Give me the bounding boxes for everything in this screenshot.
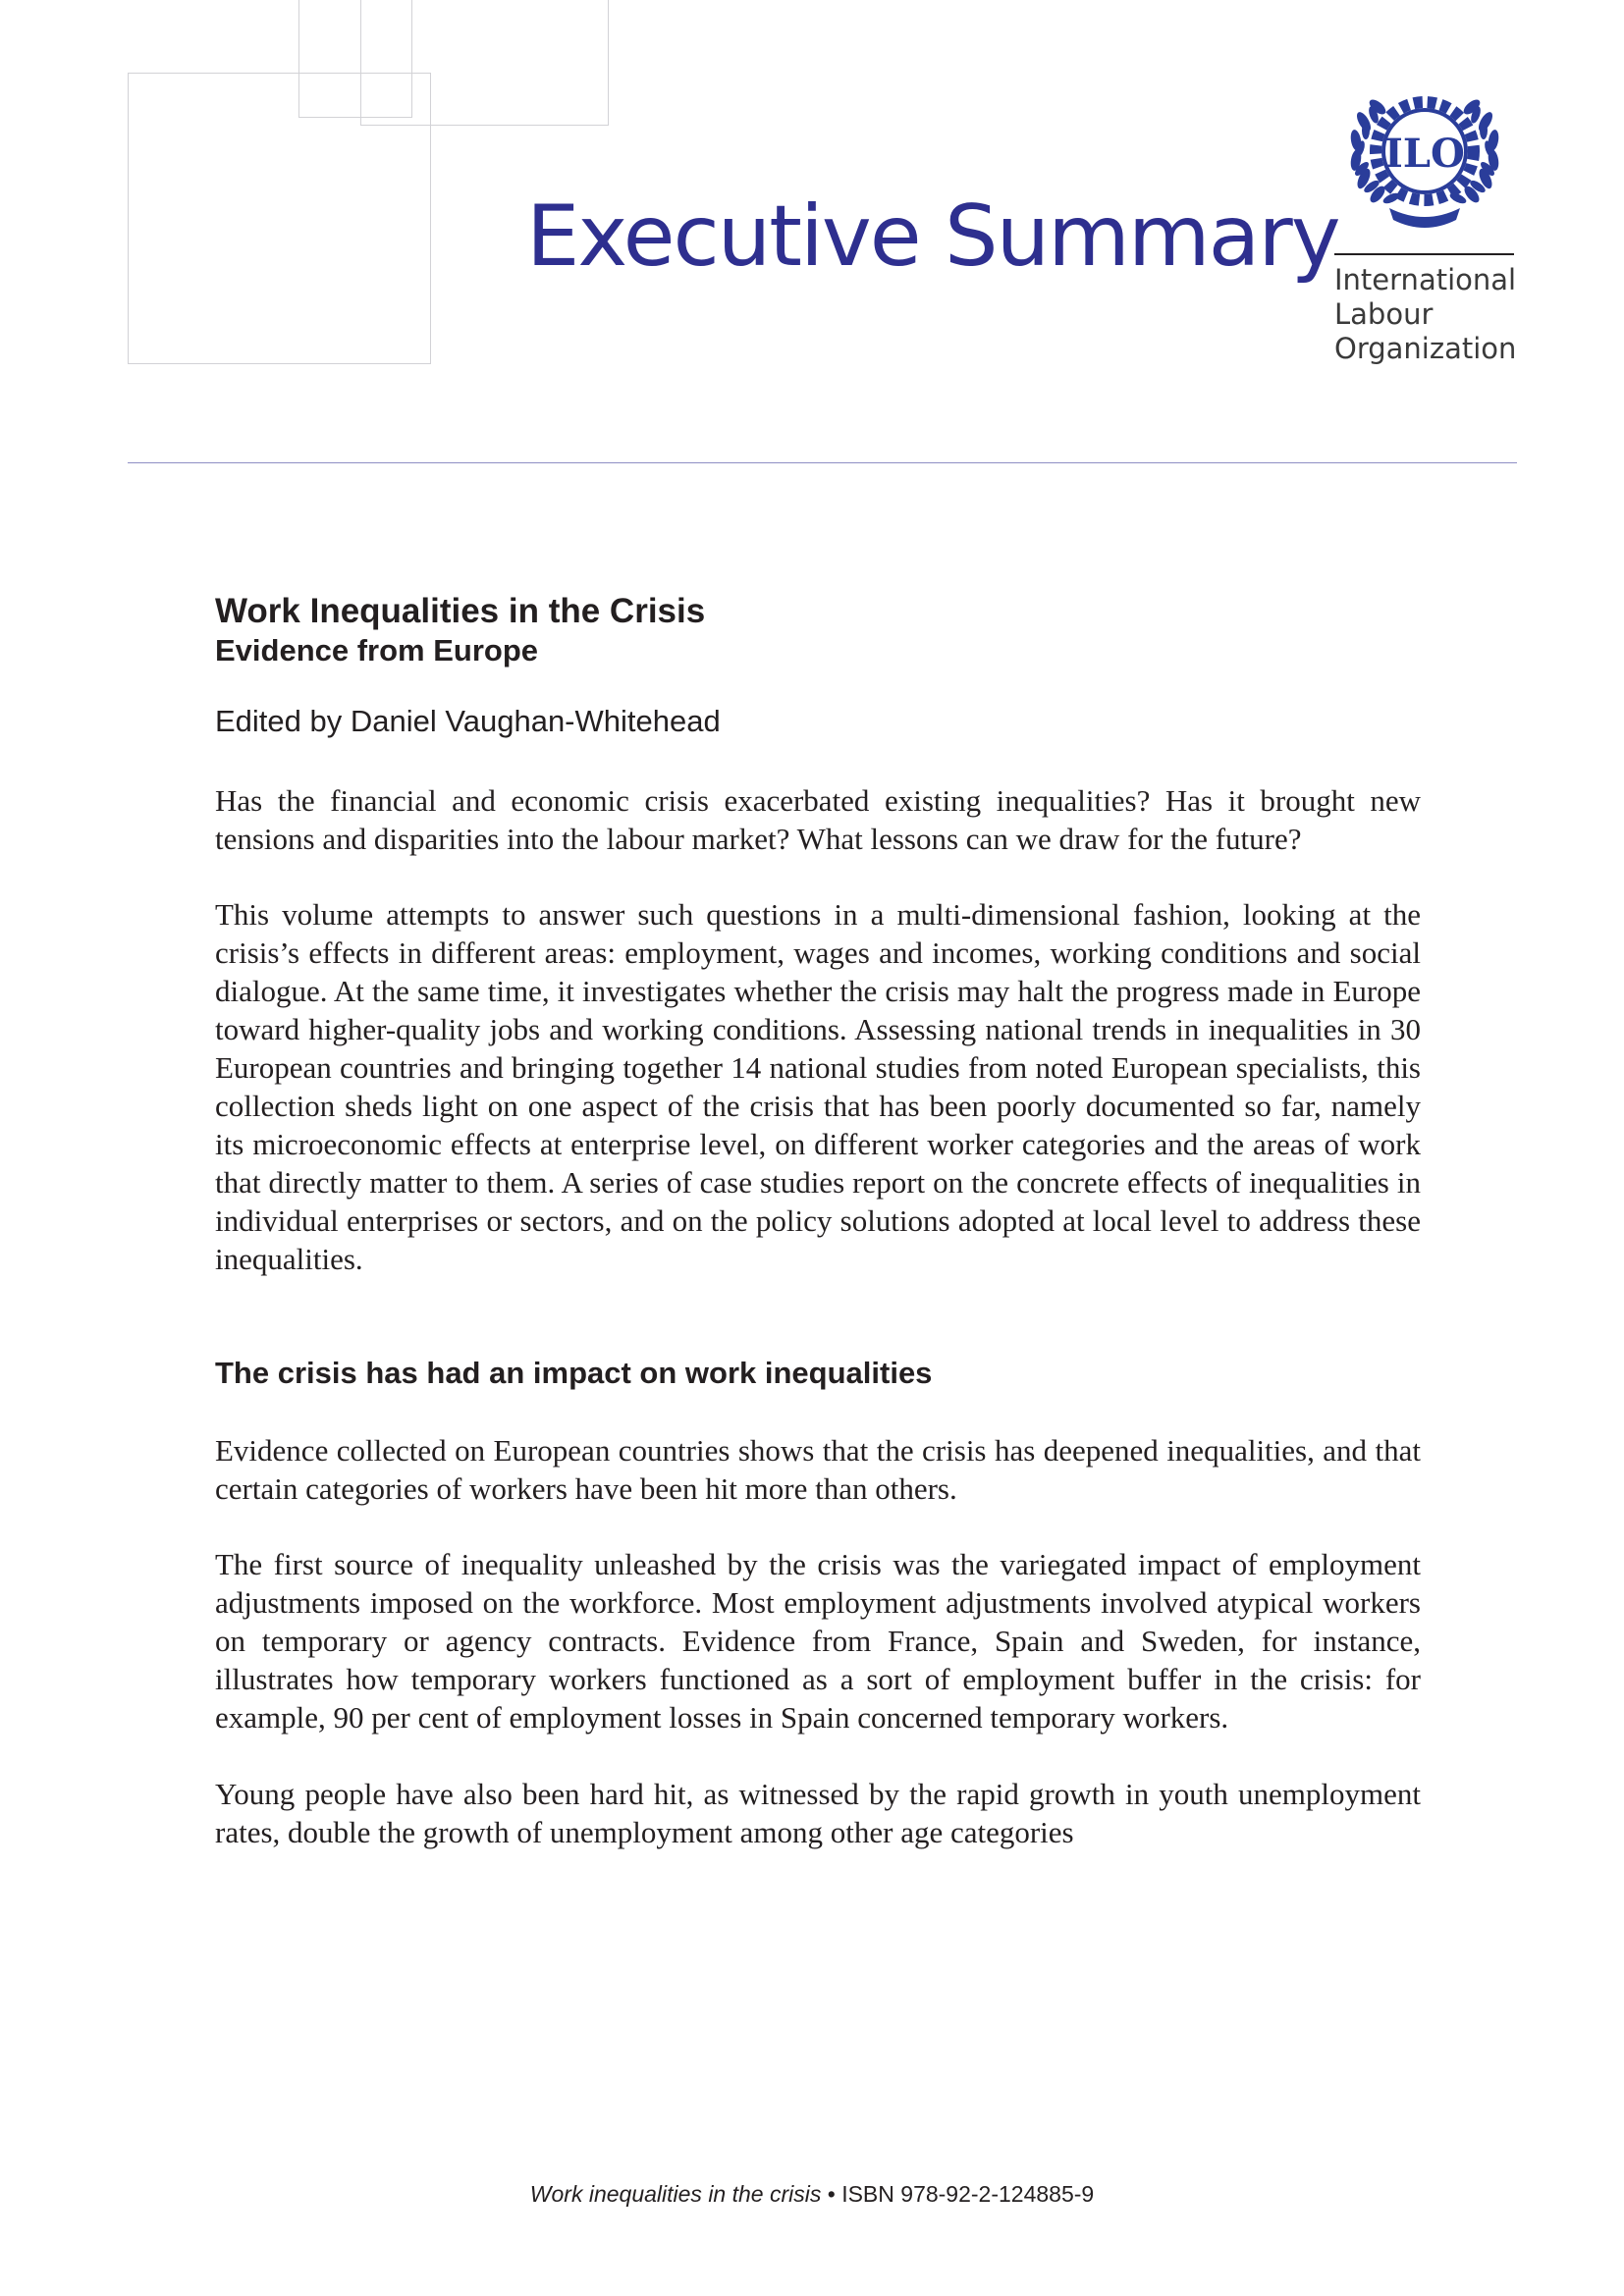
editor-line: Edited by Daniel Vaughan-Whitehead — [215, 704, 721, 738]
page-title: Executive Summary — [526, 187, 1339, 286]
book-subtitle: Evidence from Europe — [215, 633, 539, 667]
section-heading: The crisis has had an impact on work inequalities — [215, 1356, 933, 1390]
intro-paragraph: Has the financial and economic crisis exacerbated existing inequalities? Has it brought new tensions and disparities into the labour market? What lessons can we draw for the future? — [215, 783, 1421, 856]
body-paragraph: The first source of inequality unleashed by the crisis was the variegated impact of employment adjustments imposed on the workforce. Most employment adjustments involved atypical workers on temporary or agency contracts. Evidence from France, Spain and Sweden, for instance, illustrates how temporary workers functioned as a sort of employment buffer in the crisis: for example, 90 per cent of employment losses in Spain concerned temporary workers. — [215, 1547, 1421, 1735]
body-paragraph: Young people have also been hard hit, as witnessed by the rapid growth in youth unemployment rates, double the growth of unemployment among other age categories — [215, 1777, 1421, 1849]
page-footer — [0, 2181, 1624, 2208]
ilo-emblem-text: ILO — [1384, 131, 1465, 177]
book-title: Work Inequalities in the Crisis — [215, 592, 706, 630]
footer-isbn: ISBN 978-92-2-124885-9 — [841, 2181, 1095, 2207]
footer-separator: • — [827, 2181, 836, 2207]
ilo-logo-block — [1332, 88, 1517, 366]
organization-name-line: Organization — [1334, 332, 1517, 365]
logo-divider — [1334, 253, 1514, 255]
summary-content — [215, 591, 1421, 1851]
footer-title: Work inequalities in the crisis — [529, 2181, 822, 2207]
intro-paragraph: This volume attempts to answer such questions in a multi-dimensional fashion, looking at the crisis’s effects in different areas: employment, wages and incomes, working conditions and social dialogue. At the same time, it investigates whether the crisis may halt the progress made in Europe toward higher-quality jobs and working conditions. Assessing national trends in inequalities in 30 European countries and bringing together 14 national studies from noted European specialists, this collection sheds light on one aspect of the crisis that has been poorly documented so far, namely its microeconomic effects at enterprise level, on different worker categories and the areas of work that directly matter to them. A series of case studies report on the concrete effects of inequalities in individual enterprises or sectors, and on the policy solutions adopted at local level to address these inequalities. — [215, 897, 1421, 1276]
ilo-emblem-icon — [1332, 88, 1517, 236]
organization-name-line: Labour — [1334, 297, 1434, 331]
header-divider — [128, 462, 1517, 463]
decorative-square-medium — [360, 0, 609, 126]
organization-name — [1334, 263, 1517, 366]
organization-name-line: International — [1334, 263, 1517, 296]
body-paragraph: Evidence collected on European countries shows that the crisis has deepened inequalities, and that certain categories of workers have been hit more than others. — [215, 1433, 1421, 1506]
